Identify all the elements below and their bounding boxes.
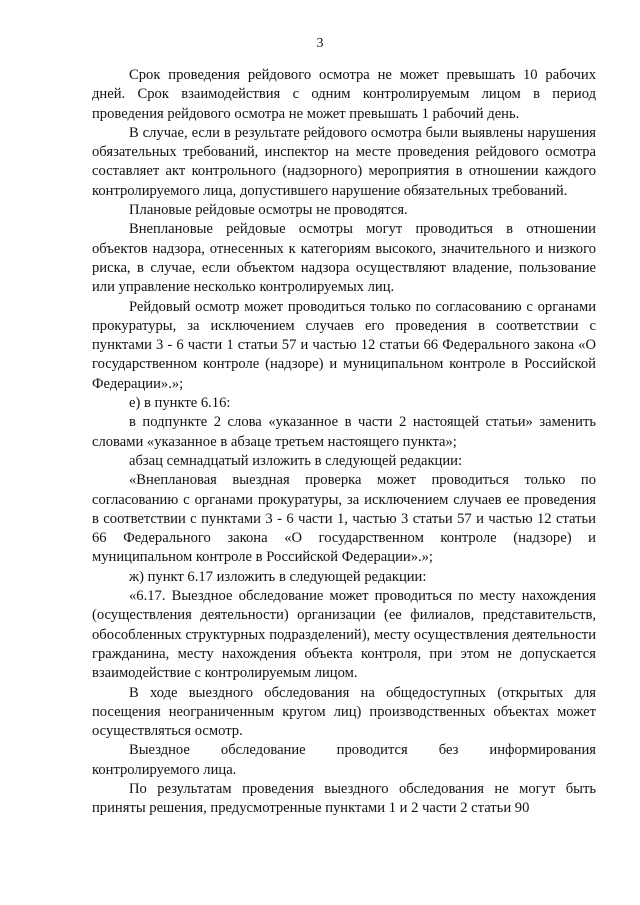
paragraph-unplanned-inspections: Внеплановые рейдовые осмотры могут проводиться в отношении объектов надзора, отнесенных к категориям высокого, значительного и низкого риска, в случае, если объектом надзора осуществляют владение, пользование или управление несколько контролируемых лиц.	[92, 221, 596, 296]
page-number: 3	[316, 36, 324, 51]
paragraph-violations-act: В случае, если в результате рейдового осмотра были выявлены нарушения обязательных требований, инспектор на месте проведения рейдового осмотра составляет акт контрольного (надзорного) мероприятия в отношении каждого контролируемого лица, допустившего нарушение обязательных требований.	[92, 124, 596, 199]
paragraph-clause-6-17: ж) пункт 6.17 изложить в следующей редакции:	[129, 568, 427, 585]
paragraph-seventeenth-indent: абзац семнадцатый изложить в следующей редакции:	[129, 452, 463, 469]
paragraph-prosecutor-approval: Рейдовый осмотр может проводиться только по согласованию с органами прокуратуры, за исключением случаев его проведения в соответствии с пунктами 3 - 6 части 1 статьи 57 и частью 12 статьи 66 Федерального закона «О государственном контроле (надзоре) и муниципальном контроле в Российской Федерации».»;	[92, 298, 596, 392]
paragraph-unplanned-onsite-check: «Внеплановая выездная проверка может проводиться только по согласованию с органами прокуратуры, за исключением случаев ее проведения в соответствии с пунктами 3 - 6 части 1, частью 3 статьи 57 и частью 12 статьи 66 Федерального закона «О государственном контроле (надзоре) и муниципальном контроле в Российской Федерации».»;	[92, 472, 596, 566]
paragraph-planned-inspections: Плановые рейдовые осмотры не проводятся.	[129, 202, 408, 219]
paragraph-no-notification: Выездное обследование проводится без информирования контролируемого лица.	[92, 742, 596, 778]
paragraph-public-facilities-inspection: В ходе выездного обследования на общедоступных (открытых для посещения неограниченным кругом лиц) производственных объектах может осуществляться осмотр.	[92, 684, 596, 740]
document-body	[92, 66, 596, 819]
paragraph-subclause-2-replace: в подпункте 2 слова «указанное в части 2 настоящей статьи» заменить словами «указанное в абзаце третьем настоящего пункта»;	[92, 414, 596, 450]
paragraph-clause-6-16: е) в пункте 6.16:	[129, 395, 231, 412]
paragraph-survey-results: По результатам проведения выездного обследования не могут быть приняты решения, предусмотренные пунктами 1 и 2 части 2 статьи 90	[92, 780, 596, 817]
paragraph-inspection-duration: Срок проведения рейдового осмотра не может превышать 10 рабочих дней. Срок взаимодействия с одним контролируемым лицом в период проведения рейдового осмотра не может превышать 1 рабочий день.	[92, 67, 596, 122]
paragraph-onsite-survey-location: «6.17. Выездное обследование может проводиться по месту нахождения (осуществления деятельности) организации (ее филиалов, представительств, обособленных структурных подразделений), месту осуществления деятельности гражданина, месту нахождения объекта контроля, при этом не допускается взаимодействие с контролируемым лицом.	[92, 588, 596, 682]
